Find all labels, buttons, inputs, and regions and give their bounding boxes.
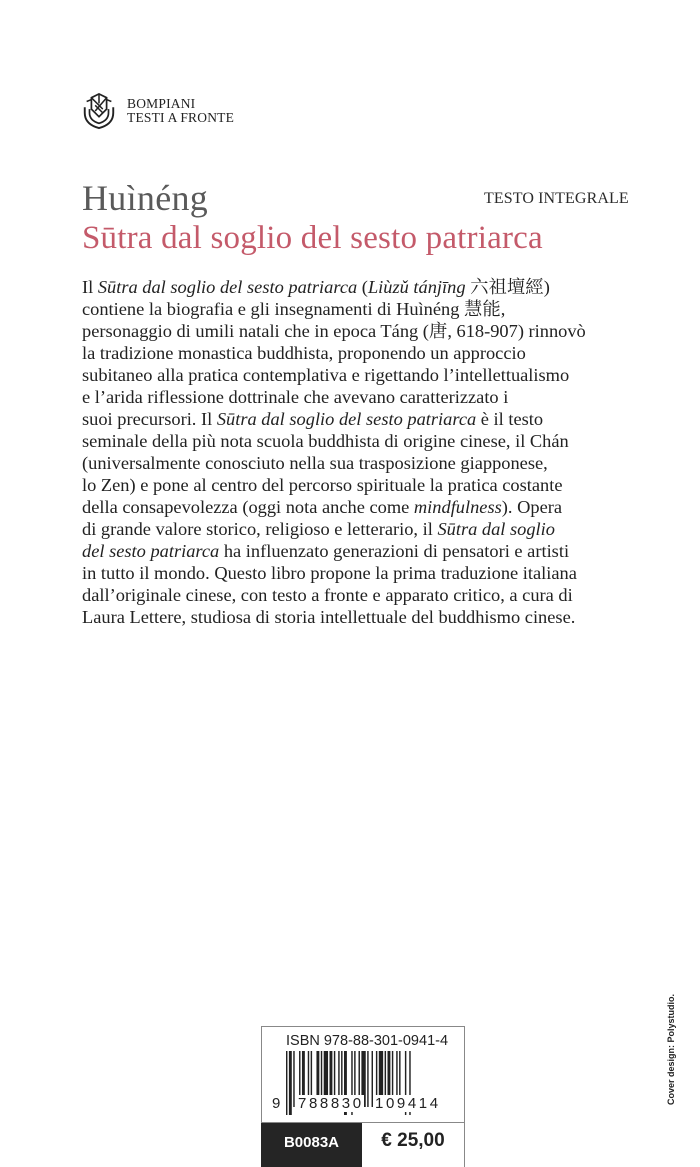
blurb-text	[82, 276, 647, 628]
barcode-digits-left: 788830	[298, 1095, 364, 1112]
barcode-digit-first: 9	[272, 1095, 283, 1112]
blurb-line: Il Sūtra dal soglio del sesto patriarca (Liùzǔ tánjīng 六祖壇經)	[82, 277, 550, 297]
barcode-box	[261, 1026, 465, 1166]
blurb-line: la tradizione monastica buddhista, proponendo un approccio	[82, 343, 526, 363]
product-code: B0083A	[261, 1123, 362, 1167]
publisher-line-2: TESTI A FRONTE	[127, 110, 235, 125]
publisher-name	[127, 97, 234, 125]
author-name: Huìnéng	[82, 178, 209, 218]
lotus-shield-logo-icon	[80, 92, 118, 130]
price-row	[261, 1122, 465, 1167]
blurb-line: dall’originale cinese, con testo a fronte e apparato critico, a cura di	[82, 585, 573, 605]
publisher-line-1: BOMPIANI	[127, 96, 196, 111]
blurb-line: in tutto il mondo. Questo libro propone la prima traduzione italiana	[82, 563, 577, 583]
isbn-label: ISBN 978-88-301-0941-4	[286, 1033, 449, 1049]
blurb-line: Laura Lettere, studiosa di storia intellettuale del buddhismo cinese.	[82, 607, 576, 627]
blurb-line: contiene la biografia e gli insegnamenti di Huìnéng 慧能,	[82, 299, 506, 319]
publisher-logo	[80, 92, 234, 130]
barcode-digits-right: 109414	[375, 1095, 441, 1112]
blurb-line: seminale della più nota scuola buddhista di origine cinese, il Chán	[82, 431, 569, 451]
blurb-line: suoi precursori. Il Sūtra dal soglio del sesto patriarca è il testo	[82, 409, 544, 429]
blurb-line: del sesto patriarca ha influenzato generazioni di pensatori e artisti	[82, 541, 570, 561]
blurb-line: e l’arida riflessione dottrinale che avevano caratterizzato i	[82, 387, 509, 407]
blurb-line: subitaneo alla pratica contemplativa e rigettando l’intellettualismo	[82, 365, 570, 385]
blurb-line: personaggio di umili natali che in epoca Táng (唐, 618-907) rinnovò	[82, 321, 586, 341]
blurb-line: lo Zen) e pone al centro del percorso spirituale la pratica costante	[82, 475, 563, 495]
price: € 25,00	[362, 1123, 465, 1167]
edition-label: TESTO INTEGRALE	[484, 190, 629, 207]
cover-design-credit: Cover design: Polystudio.	[666, 993, 676, 1105]
blurb-line: della consapevolezza (oggi nota anche come mindfulness). Opera	[82, 497, 563, 517]
blurb-line: (universalmente conosciuto nella sua trasposizione giapponese,	[82, 453, 548, 473]
book-title: Sūtra dal soglio del sesto patriarca	[82, 220, 543, 256]
blurb-line: di grande valore storico, religioso e letterario, il Sūtra dal soglio	[82, 519, 555, 539]
